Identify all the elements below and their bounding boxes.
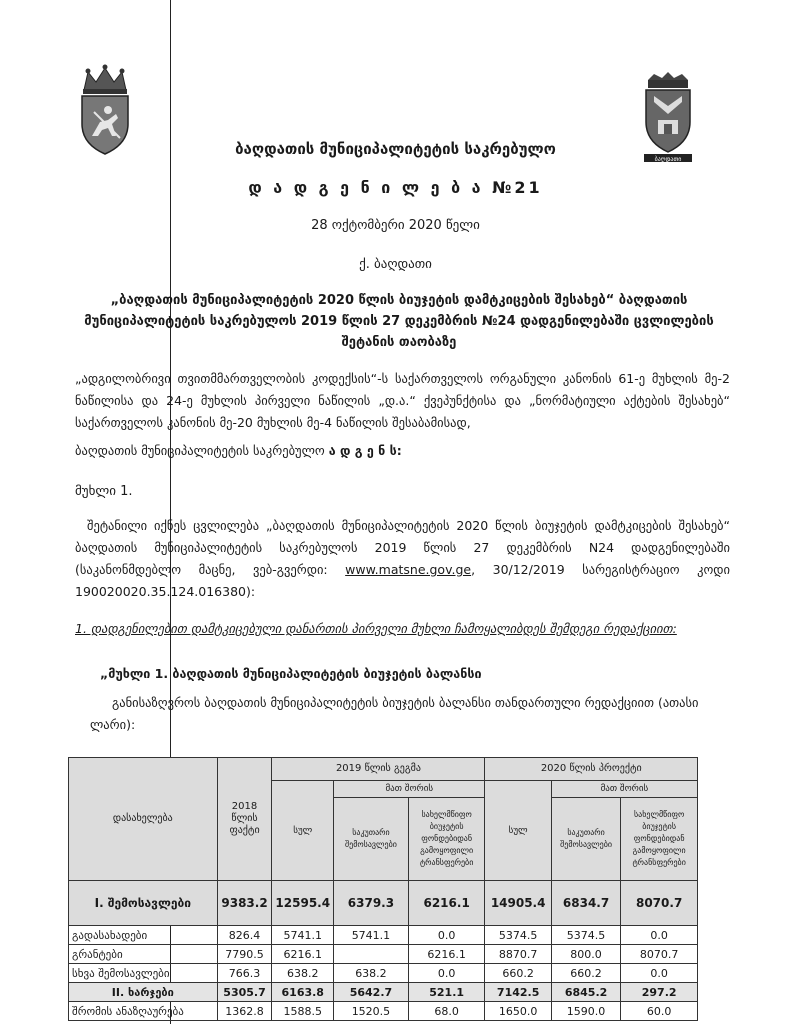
table-row — [69, 881, 698, 926]
cell: 6163.8 — [272, 983, 334, 1002]
preamble-paragraph: „ადგილობრივი თვითმმართველობის კოდექსის“-ს საქართველოს ორგანული კანონის 61-ე მუხლის მე-2 ნაწილისა და 24-ე მუხლის პირველი ნაწილის „დ.ა.“ ქვეპუნქტისა და „ნორმატიული აქტების შესახებ“ საქართველოს კანონის მე-20 მუხლის მე-4 ნაწილის შესაბამისად, — [75, 371, 730, 430]
cell: 1520.5 — [334, 1002, 409, 1021]
cell — [334, 945, 409, 964]
cell: 5305.7 — [217, 983, 272, 1002]
cell: 1362.8 — [217, 1002, 272, 1021]
col-header-2020-transfer: სახელმწიფო ბიუჯეტის ფონდებიდან გამოყოფილი ტრანსფერები — [621, 798, 698, 881]
resolution-date: 28 ოქტომბერი 2020 წელი — [311, 218, 480, 233]
council-name: ბაღდათის მუნიციპალიტეტის საკრებულო — [235, 140, 556, 158]
cell: 60.0 — [621, 1002, 698, 1021]
cell: 5374.5 — [485, 926, 551, 945]
cell: 521.1 — [408, 983, 485, 1002]
cell: 0.0 — [408, 926, 485, 945]
cell: 6845.2 — [551, 983, 620, 1002]
section-1-heading: 1. დადგენილებით დამტკიცებული დანართის პირველი მუხლი ჩამოყალიბდეს შემდეგი რედაქციით: — [75, 621, 677, 636]
table-row — [69, 964, 698, 983]
cell: 6216.1 — [408, 881, 485, 926]
row-name: I. შემოსავლები — [69, 881, 218, 926]
article-1-body — [75, 515, 730, 603]
col-header-2018: 2018 წლის ფაქტი — [217, 758, 272, 881]
cell: 6216.1 — [408, 945, 485, 964]
cell: 638.2 — [272, 964, 334, 983]
cell: 1588.5 — [272, 1002, 334, 1021]
row-name: სხვა შემოსავლები — [69, 964, 218, 983]
quoted-article-body: განისაზღვროს ბაღდათის მუნიციპალიტეტის ბიუჯეტის ბალანსი თანდართული რედაქციით (ათასი ლარი): — [90, 695, 699, 732]
quoted-article-title: „მუხლი 1. ბაღდათის მუნიციპალიტეტის ბიუჯეტის ბალანსი — [100, 666, 482, 681]
article-1-text-start: შეტანილი იქნეს ცვლილება „ბაღდათის მუნიციპალიტეტის 2020 წლის ბიუჯეტის დამტკიცების შესახებ“ ბაღდათის მუნიციპალიტეტის საკრებულოს 2019 წლის 27 დეკემბრის N24 დადგენილებაში (საკანონმდებლო მაცნე, ვებ-გვერდი: — [75, 518, 730, 577]
group-header-2019: 2019 წლის გეგმა — [272, 758, 485, 781]
emblem-ribbon-text: ბაღდათი — [654, 156, 682, 163]
resolution-subject: „ბაღდათის მუნიციპალიტეტის 2020 წლის ბიუჯეტის დამტკიცების შესახებ“ ბაღდათის მუნიციპალიტეტის საკრებულოს 2019 წლის 27 დეკემბრის №24 დადგენილებაში ცვლილების შეტანის თაობაზე — [84, 293, 714, 350]
cell: 826.4 — [217, 926, 272, 945]
col-header-2019-of-which: მათ შორის — [334, 781, 485, 798]
cell: 9383.2 — [217, 881, 272, 926]
cell: 297.2 — [621, 983, 698, 1002]
cell: 12595.4 — [272, 881, 334, 926]
table-row — [69, 983, 698, 1002]
cell: 8070.7 — [621, 945, 698, 964]
cell: 7790.5 — [217, 945, 272, 964]
article-1-title: მუხლი 1. — [75, 484, 133, 499]
cell: 6834.7 — [551, 881, 620, 926]
cell: 766.3 — [217, 964, 272, 983]
cell: 5741.1 — [272, 926, 334, 945]
row-name: გრანტები — [69, 945, 218, 964]
row-name: II. ხარჯები — [69, 983, 218, 1002]
matsne-link[interactable]: www.matsne.gov.ge — [345, 562, 472, 577]
col-header-2020-own: საკუთარი შემოსავლები — [551, 798, 620, 881]
cell: 8870.7 — [485, 945, 551, 964]
row-name: გადასახადები — [69, 926, 218, 945]
cell: 0.0 — [408, 964, 485, 983]
resolution-place: ქ. ბაღდათი — [359, 257, 432, 272]
cell: 7142.5 — [485, 983, 551, 1002]
decides-text: ბაღდათის მუნიციპალიტეტის საკრებულო — [75, 443, 329, 458]
row-name: შრომის ანაზღაურება — [69, 1002, 218, 1021]
budget-balance-table — [68, 757, 698, 1021]
table-row — [69, 1002, 698, 1021]
cell: 660.2 — [485, 964, 551, 983]
col-header-2019-transfer: სახელმწიფო ბიუჯეტის ფონდებიდან გამოყოფილი ტრანსფერები — [408, 798, 485, 881]
resolution-title: დ ა დ გ ე ნ ი ლ ე ბ ა №21 — [248, 178, 543, 197]
cell: 5374.5 — [551, 926, 620, 945]
group-header-2020: 2020 წლის პროექტი — [485, 758, 698, 781]
col-header-2020-total: სულ — [485, 781, 551, 881]
table-row — [69, 945, 698, 964]
col-header-name: დასახელება — [69, 758, 218, 881]
table-row — [69, 926, 698, 945]
cell: 1590.0 — [551, 1002, 620, 1021]
cell: 6379.3 — [334, 881, 409, 926]
cell: 660.2 — [551, 964, 620, 983]
cell: 14905.4 — [485, 881, 551, 926]
cell: 0.0 — [621, 964, 698, 983]
col-header-2020-of-which: მათ შორის — [551, 781, 697, 798]
col-header-2019-own: საკუთარი შემოსავლები — [334, 798, 409, 881]
col-header-2019-total: სულ — [272, 781, 334, 881]
decides-line — [75, 443, 402, 458]
article-1-text-end: , 30/12/2019 სარეგისტრაციო კოდი 190020020.35.124.016380): — [75, 562, 730, 599]
cell: 6216.1 — [272, 945, 334, 964]
cell: 5642.7 — [334, 983, 409, 1002]
cell: 1650.0 — [485, 1002, 551, 1021]
cell: 0.0 — [621, 926, 698, 945]
cell: 638.2 — [334, 964, 409, 983]
cell: 5741.1 — [334, 926, 409, 945]
cell: 68.0 — [408, 1002, 485, 1021]
cell: 800.0 — [551, 945, 620, 964]
cell: 8070.7 — [621, 881, 698, 926]
decides-word: ა დ გ ე ნ ს: — [328, 443, 402, 458]
